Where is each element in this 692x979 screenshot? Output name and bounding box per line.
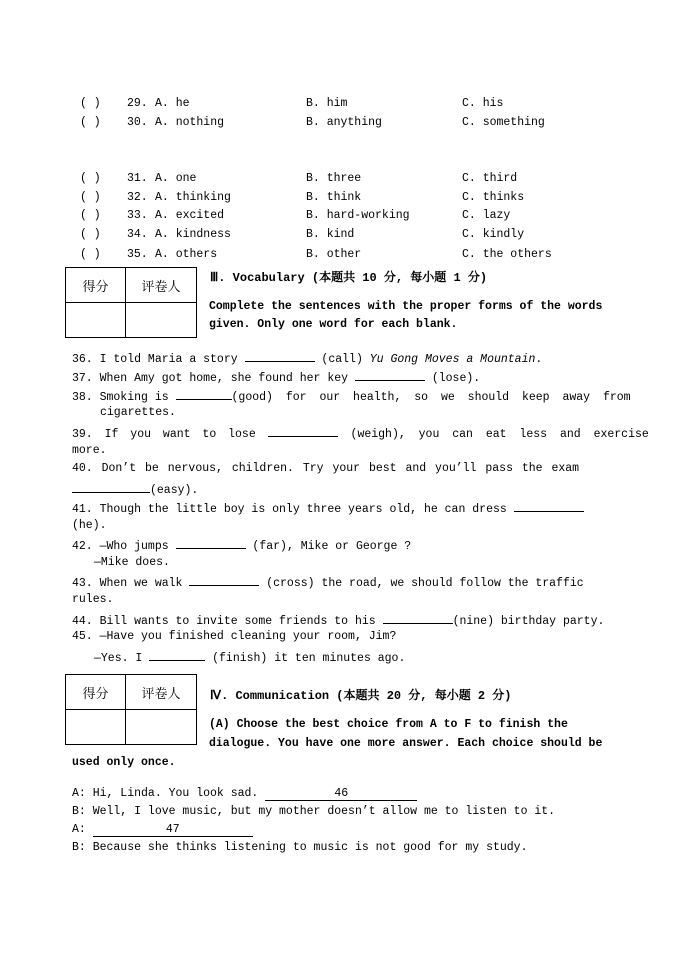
score-box	[65, 267, 197, 338]
answer-blank[interactable]	[245, 350, 315, 362]
vocab-question-43-cont: rules.	[72, 593, 114, 606]
option-b: B. hard-working	[306, 209, 410, 222]
grader-label: 评卷人	[126, 268, 197, 303]
option-c: C. kindly	[462, 228, 525, 241]
option-a: A. kindness	[155, 228, 231, 241]
question-text: 38. Smoking is	[72, 391, 176, 404]
answer-blank-46[interactable]: 46	[265, 787, 417, 801]
vocab-question-42	[72, 537, 622, 553]
dialogue-line-2: B: Well, I love music, but my mother doesn’t allow me to listen to it.	[72, 805, 556, 818]
answer-blank[interactable]	[355, 369, 425, 381]
mc-question-33	[80, 209, 640, 227]
story-title: Yu Gong Moves a Mountain	[369, 353, 536, 366]
option-b: B. three	[306, 172, 362, 185]
option-b: B. think	[306, 191, 362, 204]
answer-blank-47[interactable]: 47	[93, 823, 253, 837]
grader-label: 评卷人	[126, 675, 197, 710]
question-number: 35.	[127, 248, 148, 261]
vocab-question-44	[72, 612, 622, 628]
answer-blank[interactable]	[149, 649, 205, 661]
hint-word: (finish) it ten minutes ago.	[205, 652, 406, 665]
option-a: A. excited	[155, 209, 225, 222]
option-a: A. one	[155, 172, 197, 185]
option-b: B. other	[306, 248, 362, 261]
section-4-instruction-3: used only once.	[72, 756, 176, 769]
answer-blank[interactable]	[189, 574, 259, 586]
question-number: 32.	[127, 191, 148, 204]
question-text: 41. Though the little boy is only three years old, he can dress	[72, 503, 514, 516]
question-number: 29.	[127, 97, 148, 110]
question-number: 30.	[127, 116, 148, 129]
answer-blank[interactable]	[176, 537, 246, 549]
option-c: C. the others	[462, 248, 552, 261]
hint-word: (lose).	[424, 372, 481, 385]
mc-question-32	[80, 191, 640, 209]
option-a: A. nothing	[155, 116, 225, 129]
answer-paren[interactable]: ( )	[80, 172, 101, 185]
dialogue-line-1	[72, 787, 417, 801]
vocab-question-40	[72, 462, 622, 475]
grader-cell[interactable]	[126, 710, 197, 745]
question-text: 40. Don’t be nervous, children. Try your best and you’ll pass the exam	[72, 462, 580, 475]
answer-blank[interactable]	[383, 612, 453, 624]
section-3-instruction-1: Complete the sentences with the proper forms of the words	[209, 300, 603, 313]
hint-word: (easy).	[150, 484, 199, 497]
vocab-question-42-answer: —Mike does.	[94, 556, 170, 569]
option-b: B. kind	[306, 228, 355, 241]
question-text: 39. If you want to lose	[72, 428, 268, 441]
question-text: 43. When we walk	[72, 577, 190, 590]
section-4-instruction-2: dialogue. You have one more answer. Each choice should be	[209, 737, 603, 750]
answer-paren[interactable]: ( )	[80, 191, 101, 204]
mc-question-35	[80, 248, 640, 266]
option-c: C. thinks	[462, 191, 525, 204]
answer-paren[interactable]: ( )	[80, 116, 101, 129]
answer-paren[interactable]: ( )	[80, 228, 101, 241]
question-number: 33.	[127, 209, 148, 222]
vocab-question-43	[72, 574, 622, 590]
answer-paren[interactable]: ( )	[80, 97, 101, 110]
mc-question-30	[80, 116, 640, 134]
question-text: —Yes. I	[94, 652, 150, 665]
option-a: A. he	[155, 97, 190, 110]
option-c: C. something	[462, 116, 545, 129]
option-a: A. thinking	[155, 191, 231, 204]
dialogue-line-3	[72, 823, 253, 837]
vocab-question-45-answer	[94, 649, 405, 665]
section-3-instruction-2: given. Only one word for each blank.	[209, 318, 458, 331]
section-4-title: Ⅳ. Communication (本题共 20 分, 每小题 2 分)	[210, 689, 512, 703]
option-c: C. lazy	[462, 209, 511, 222]
question-text: 37. When Amy got home, she found her key	[72, 372, 355, 385]
section-3-title: Ⅲ. Vocabulary (本题共 10 分, 每小题 1 分)	[210, 271, 488, 285]
option-a: A. others	[155, 248, 218, 261]
option-b: B. him	[306, 97, 348, 110]
score-cell[interactable]	[66, 710, 126, 745]
score-label: 得分	[66, 268, 126, 303]
option-b: B. anything	[306, 116, 382, 129]
answer-blank[interactable]	[268, 425, 338, 437]
answer-blank[interactable]	[72, 481, 150, 493]
hint-word: (cross) the road, we should follow the traffic	[259, 577, 584, 590]
score-box-2	[65, 674, 197, 745]
hint-word: (nine) birthday party.	[452, 615, 605, 628]
option-c: C. his	[462, 97, 504, 110]
question-text: .	[535, 353, 543, 366]
vocab-question-45: 45. —Have you finished cleaning your room, Jim?	[72, 630, 397, 643]
question-text: (good) for our health, so we should keep away from	[231, 391, 631, 404]
vocab-question-41-cont: (he).	[72, 519, 107, 532]
option-c: C. third	[462, 172, 518, 185]
hint-word: (weigh), you can eat less and exercise	[337, 428, 649, 441]
vocab-question-41	[72, 500, 622, 516]
dialogue-line-4: B: Because she thinks listening to music is not good for my study.	[72, 841, 528, 854]
grader-cell[interactable]	[126, 303, 197, 338]
dialogue-text: A:	[72, 823, 93, 836]
score-label: 得分	[66, 675, 126, 710]
mc-question-34	[80, 228, 640, 246]
question-text: 44. Bill wants to invite some friends to his	[72, 615, 383, 628]
question-number: 34.	[127, 228, 148, 241]
vocab-question-36	[72, 350, 622, 366]
vocab-question-39	[72, 425, 649, 441]
hint-word: (call)	[314, 353, 370, 366]
question-text: 36. I told Maria a story	[72, 353, 245, 366]
answer-paren[interactable]: ( )	[80, 248, 101, 261]
vocab-question-39-cont: more.	[72, 444, 107, 457]
vocab-question-38	[72, 388, 631, 404]
vocab-question-38-cont: cigarettes.	[100, 406, 176, 419]
vocab-question-40-cont	[72, 481, 198, 497]
dialogue-text: A: Hi, Linda. You look sad.	[72, 787, 266, 800]
question-number: 31.	[127, 172, 148, 185]
mc-question-29	[80, 97, 640, 115]
question-text: 42. —Who jumps	[72, 540, 176, 553]
answer-paren[interactable]: ( )	[80, 209, 101, 222]
vocab-question-37	[72, 369, 622, 385]
answer-blank[interactable]	[176, 388, 232, 400]
score-cell[interactable]	[66, 303, 126, 338]
hint-word: (far), Mike or George ?	[245, 540, 412, 553]
answer-blank[interactable]	[514, 500, 584, 512]
section-4-instruction-1: (A) Choose the best choice from A to F to finish the	[209, 718, 568, 731]
mc-question-31	[80, 172, 640, 190]
